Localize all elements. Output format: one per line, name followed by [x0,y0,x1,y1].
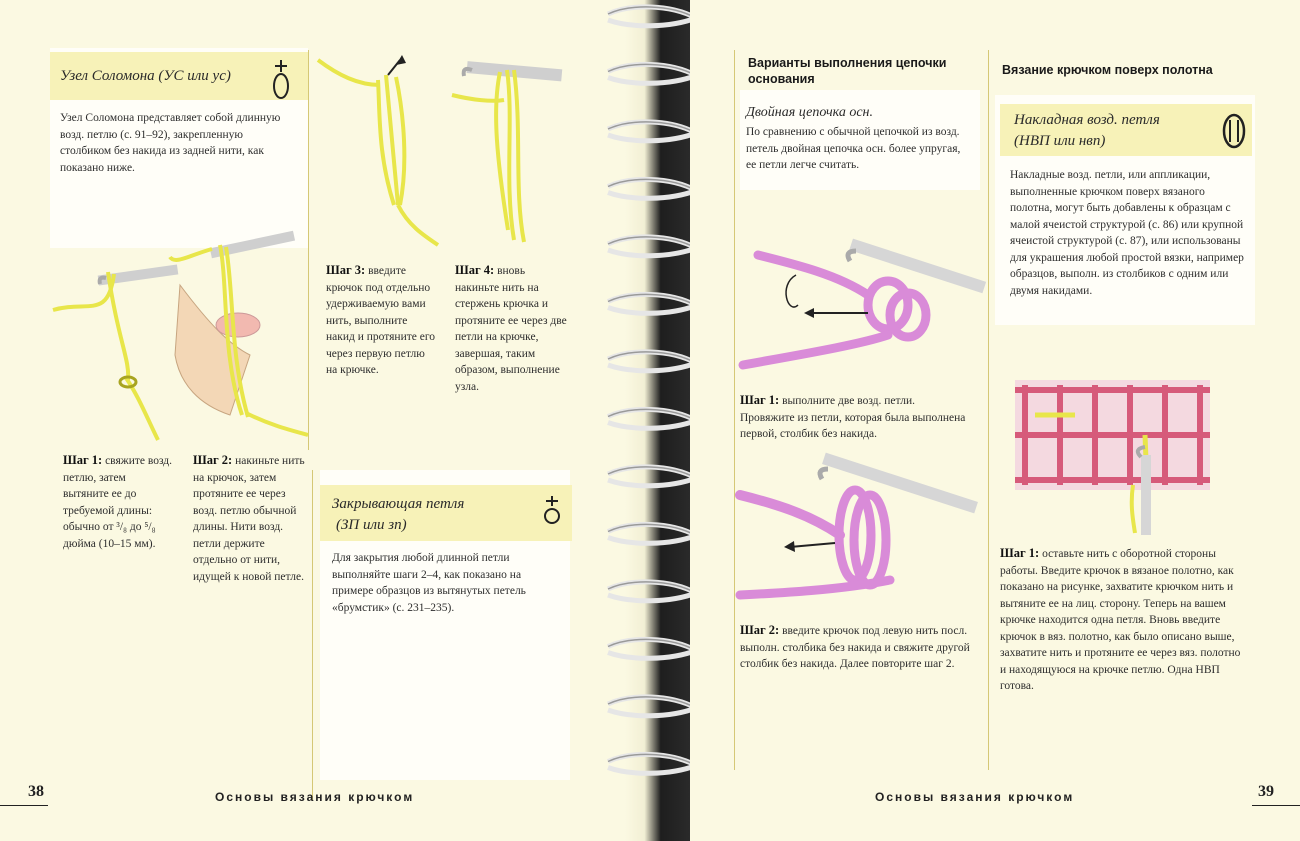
step2-illustration [170,235,310,450]
chain-variants-subtitle: Двойная цепочка осн. [746,105,873,120]
step1-illustration [48,260,178,450]
step3-caption [326,262,436,379]
step-text: оставьте нить с оборотной стороны работы. Введите крючок в вязаное полотно, как показано на рисунке, захватите крючком нить и вытяните ее на лиц. сторону. Теперь на вашем крючке находится одна петля. Вновь введите крючок в вяз. полотно, как было описано выше, захватите нить и протяните ее через вяз. полотно и находящуюся на крючке петлю. Одна НВП готова. [1000,548,1241,692]
closing-loop-symbol-icon [540,494,564,528]
chain-variants-description: По сравнению с обычной цепочкой из возд. петель двойная цепочка осн. более упругая, ее петли легче считать. [746,126,961,171]
spiral-ring [608,409,696,428]
step-label: Шаг 3: [326,263,366,277]
spiral-ring [608,122,696,141]
solomon-knot-symbol-icon [268,58,294,102]
step-text: накиньте нить на крючок, затем протяните ее через возд. петлю обычной длины. Нити возд. петли держите отдельно от нити, идущей к новой петле. [193,455,305,583]
page-number-right: 39 [1258,783,1274,800]
step-text: выполните две возд. петли. Провяжите из петли, которая была выполнена первой, столбик без накида. [740,395,966,440]
spiral-ring [608,639,696,658]
spiral-ring [608,754,696,773]
footer-title-right: Основы вязания крючком [875,790,1075,804]
closing-loop-title [332,494,464,536]
step-label: Шаг 4: [455,263,495,277]
chain-variants-heading: Варианты выполнения цепочки основания [748,56,947,86]
surface-crochet-subtitle-line2: (НВП или нвп) [1014,133,1106,149]
spiral-ring [608,524,696,543]
page-number-left: 38 [28,783,44,800]
spiral-ring [608,697,696,716]
surface-crochet-illustration [1015,375,1215,535]
column-divider [734,50,735,770]
double-chain-step2-caption [740,622,970,673]
step-text: введите крючок под отдельно удерживаемую вами нить, выполните накид и протяните его через первую петлю на крючке. [326,265,436,376]
step2-caption [193,452,305,585]
solomon-knot-description: Узел Соломона представляет собой длинную возд. петлю (с. 91–92), закрепленную столбиком без накида из задней нити, как показано ниже. [60,112,281,174]
left-page [0,0,625,841]
footer-title-left: Основы вязания крючком [215,790,415,804]
step-label: Шаг 1: [1000,546,1040,560]
step-label: Шаг 1: [63,453,103,467]
step-text: введите крючок под левую нить посл. выполн. столбика без накида и свяжите другой столбик без накида. Далее повторите шаг 2. [740,625,970,670]
step4-caption [455,262,570,395]
closing-loop-description: Для закрытия любой длинной петли выполняйте шаги 2–4, как показано на примере образцов из вытянутых петель «брумстик» (с. 231–235). [332,552,526,614]
surface-crochet-description: Накладные возд. петли, или аппликации, выполненные крючком поверх вязаного полотна, могут быть добавлены к образцам с малой ячеистой структурой (с. 86) или крупной ячеистой структурой (с. 87), или использованы для украшения любой простой вязки, например образцов, выполн. из столбиков с одним или двумя накидами. [1010,169,1244,297]
step-text: свяжите возд. петлю, затем вытяните ее до требуемой длины: обычно от ³/₈ до ⁵/₈ дюйма (10–15 мм). [63,455,173,550]
column-divider [988,50,989,770]
surface-crochet-step1-caption [1000,545,1245,695]
spiral-ring [608,179,696,198]
step-label: Шаг 2: [193,453,233,467]
footer-rule [0,805,48,806]
step-text: вновь накиньте нить на стержень крючка и протяните ее через две петли на крючке, завершая, таким образом, выполнение узла. [455,265,567,393]
spiral-ring [608,582,696,601]
spiral-ring [608,352,696,371]
surface-chain-symbol-icon [1220,112,1248,150]
step3-illustration [318,55,438,250]
footer-rule [1252,805,1300,806]
double-chain-step2-illustration [740,465,985,610]
surface-crochet-subtitle-line1: Накладная возд. петля [1014,112,1160,128]
double-chain-step1-caption [740,392,970,443]
spiral-ring [608,294,696,313]
solomon-knot-title: Узел Соломона (УС или ус) [60,68,231,84]
surface-crochet-heading: Вязание крючком поверх полотна [1002,63,1213,77]
surface-crochet-subtitle [1014,110,1160,152]
step4-illustration [452,60,562,250]
closing-loop-title-line2: (ЗП или зп) [336,517,407,533]
step-label: Шаг 2: [740,623,780,637]
spiral-ring [608,64,696,83]
right-page [690,0,1300,841]
closing-loop-title-line1: Закрывающая петля [332,496,465,512]
column-divider [312,470,313,800]
step-label: Шаг 1: [740,393,780,407]
spiral-ring [608,467,696,486]
spiral-ring [608,237,696,256]
step1-caption [63,452,173,552]
spiral-ring [608,7,696,26]
double-chain-step1-illustration [738,235,983,375]
